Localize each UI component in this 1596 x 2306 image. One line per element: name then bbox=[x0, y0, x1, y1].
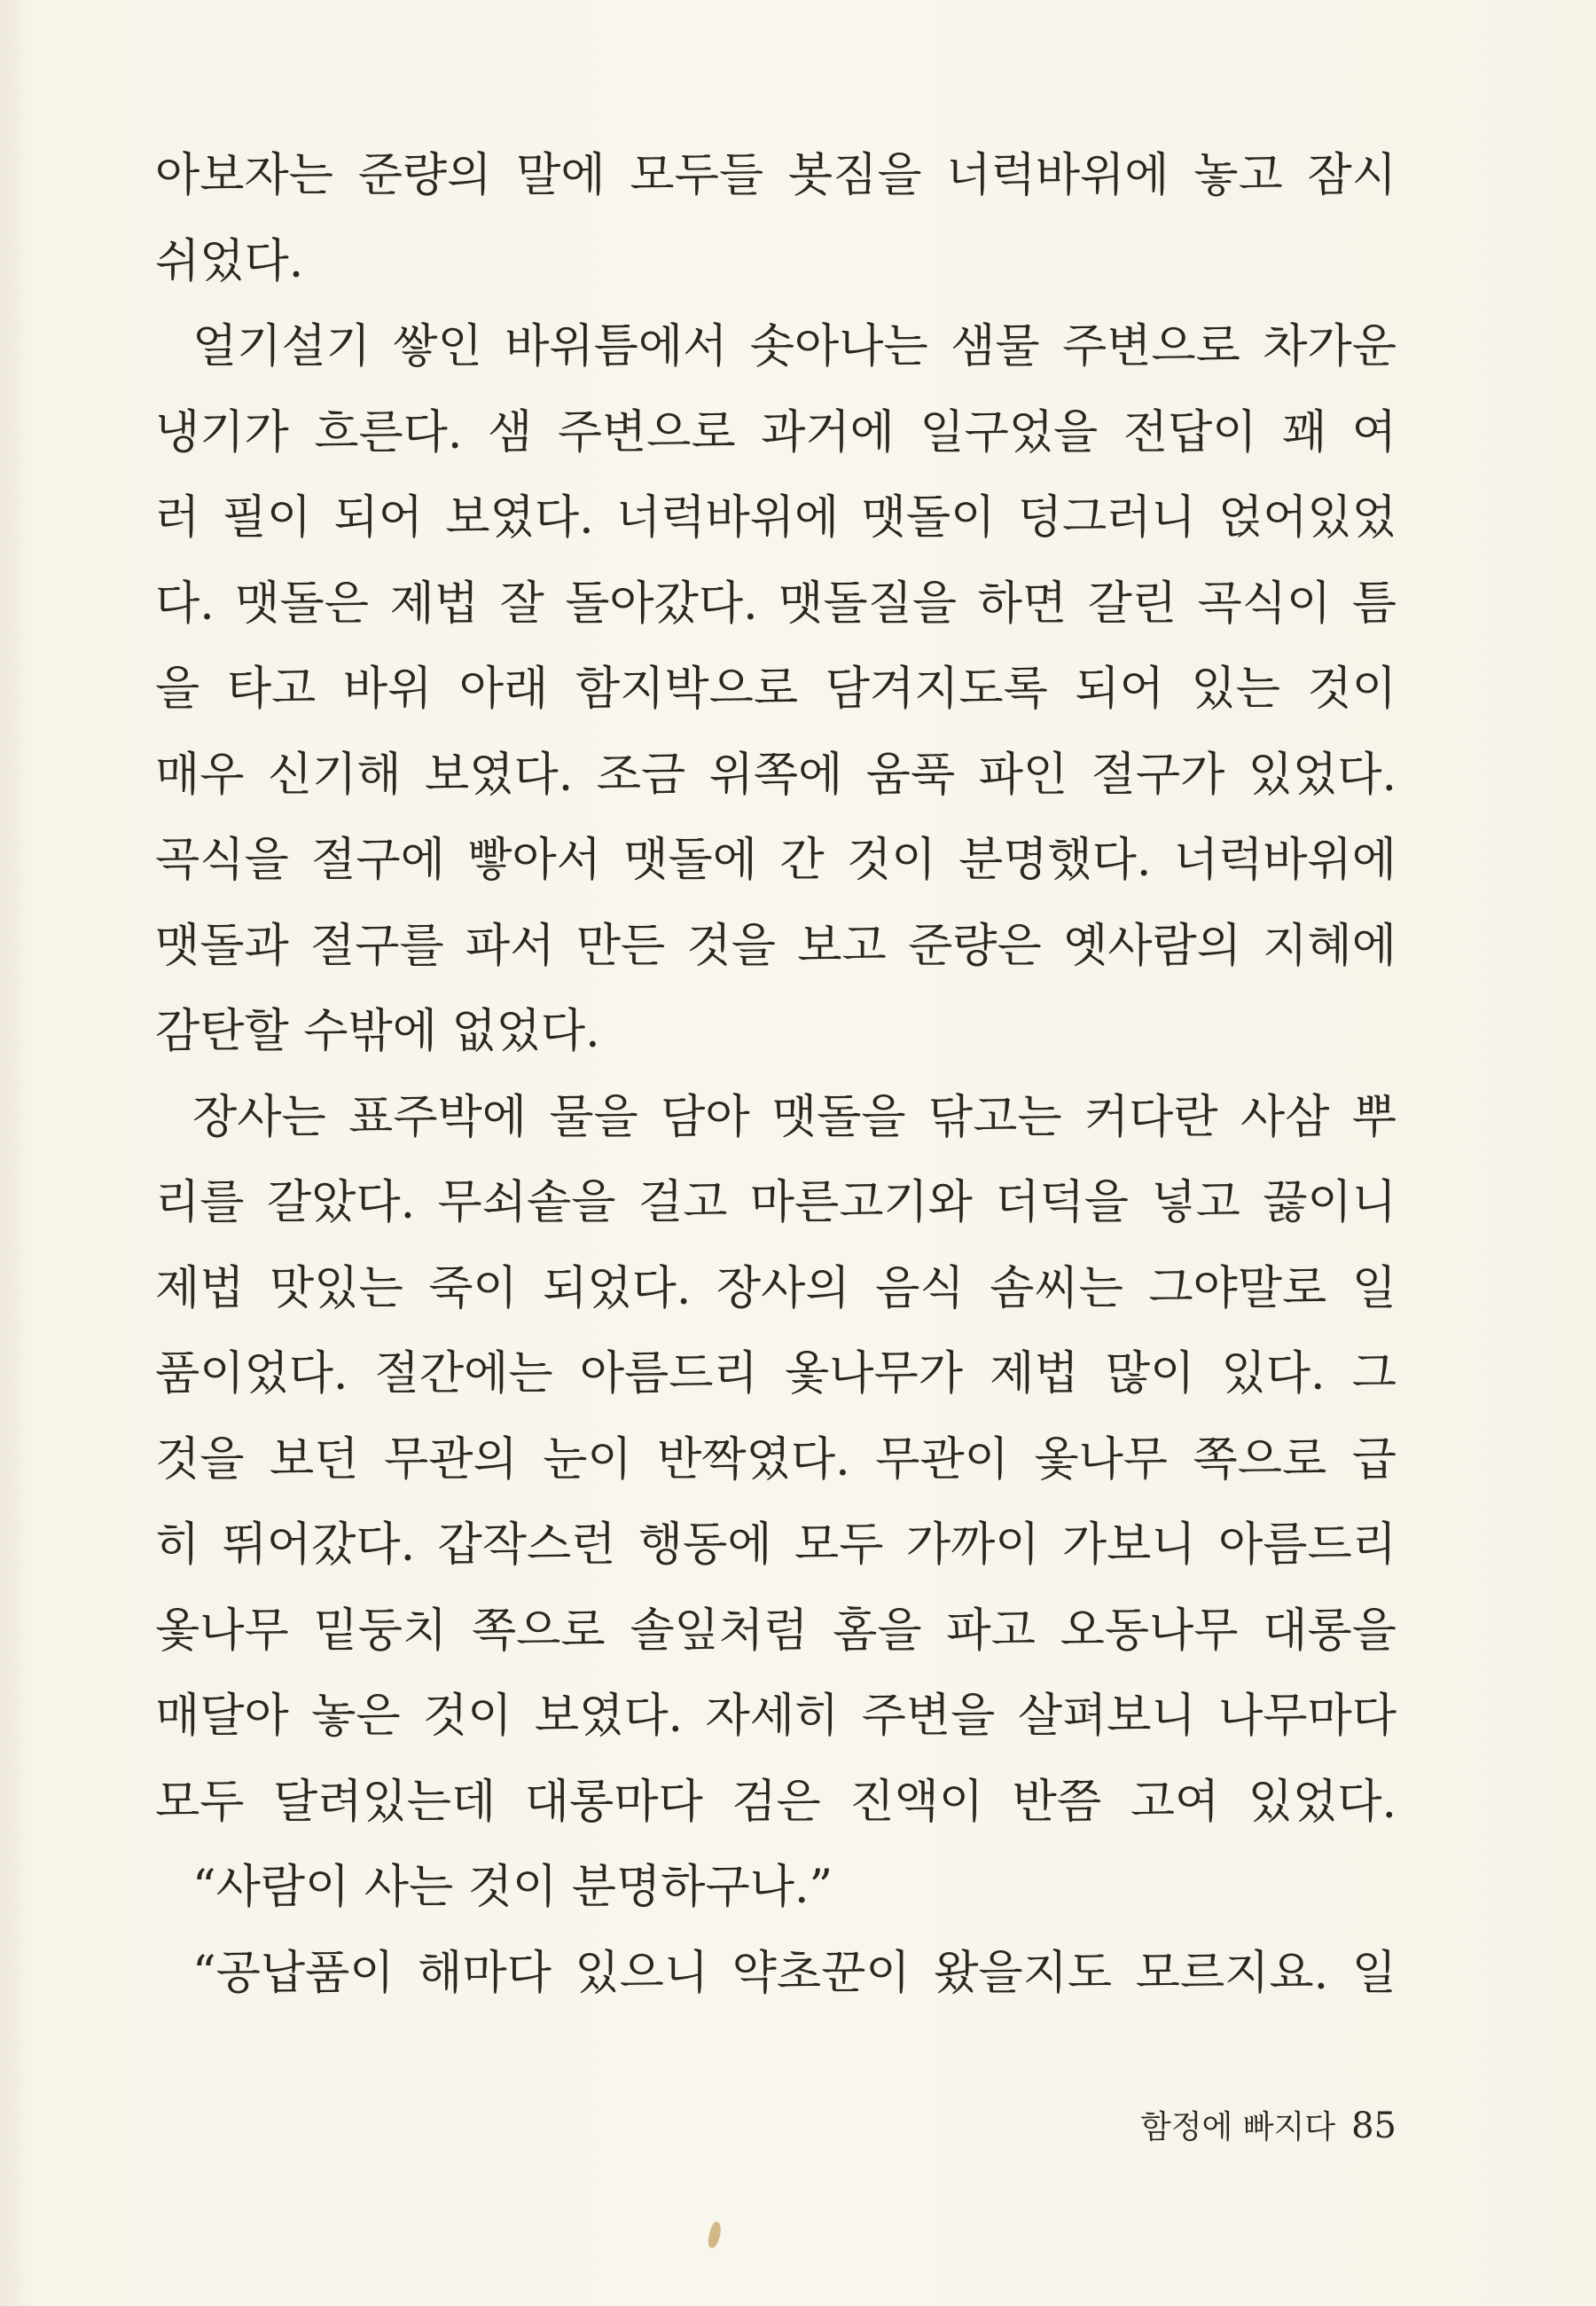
text-line: 히 뛰어갔다. 갑작스런 행동에 모두 가까이 가보니 아름드리 bbox=[155, 1518, 1396, 1572]
text-line: 냉기가 흐른다. 샘 주변으로 과거에 일구었을 전답이 꽤 여 bbox=[155, 405, 1396, 459]
text-line: 곡식을 절구에 빻아서 맷돌에 간 것이 분명했다. 너럭바위에 bbox=[155, 834, 1396, 887]
dialogue-line: “공납품이 해마다 있으니 약초꾼이 왔을지도 모르지요. 일 bbox=[192, 1946, 1396, 2000]
chapter-title: 함정에 빠지다 bbox=[1139, 2109, 1336, 2145]
paragraph-start-line: 얼기설기 쌓인 바위틈에서 솟아나는 샘물 주변으로 차가운 bbox=[192, 320, 1396, 373]
text-line: 매달아 놓은 것이 보였다. 자세히 주변을 살펴보니 나무마다 bbox=[155, 1690, 1396, 1743]
text-line: 것을 보던 무관의 눈이 반짝였다. 무관이 옻나무 쪽으로 급 bbox=[155, 1432, 1396, 1486]
text-line: 을 타고 바위 아래 함지박으로 담겨지도록 되어 있는 것이 bbox=[155, 663, 1396, 716]
text-line: 아보자는 준량의 말에 모두들 봇짐을 너럭바위에 놓고 잠시 bbox=[155, 149, 1396, 202]
text-line: 품이었다. 절간에는 아름드리 옻나무가 제법 많이 있다. 그 bbox=[155, 1347, 1396, 1400]
text-line: 모두 달려있는데 대롱마다 검은 진액이 반쯤 고여 있었다. bbox=[155, 1775, 1396, 1829]
text-line: 매우 신기해 보였다. 조금 위쪽에 움푹 파인 절구가 있었다. bbox=[155, 748, 1396, 802]
text-line: 러 필이 되어 보였다. 너럭바위에 맷돌이 덩그러니 얹어있었 bbox=[155, 491, 1396, 545]
text-line: 옻나무 밑둥치 쪽으로 솔잎처럼 홈을 파고 오동나무 대롱을 bbox=[155, 1604, 1396, 1658]
text-line: 제법 맛있는 죽이 되었다. 장사의 음식 솜씨는 그야말로 일 bbox=[155, 1261, 1396, 1315]
paragraph-start-line: 장사는 표주박에 물을 담아 맷돌을 닦고는 커다란 사삼 뿌 bbox=[192, 1090, 1396, 1144]
text-line: 맷돌과 절구를 파서 만든 것을 보고 준량은 옛사람의 지혜에 bbox=[155, 919, 1396, 973]
text-line: 쉬었다. bbox=[155, 234, 304, 288]
paper-speck bbox=[706, 2221, 723, 2249]
text-line: 다. 맷돌은 제법 잘 돌아갔다. 맷돌질을 하면 갈린 곡식이 틈 bbox=[155, 576, 1396, 631]
dialogue-line: “사람이 사는 것이 분명하구나.” bbox=[192, 1861, 833, 1914]
page-footer bbox=[1140, 2102, 1396, 2147]
page-number: 85 bbox=[1351, 2106, 1396, 2146]
text-line: 리를 갈았다. 무쇠솥을 걸고 마른고기와 더덕을 넣고 끓이니 bbox=[155, 1176, 1396, 1229]
text-line: 감탄할 수밖에 없었다. bbox=[155, 1005, 600, 1058]
body-text bbox=[155, 133, 1396, 2016]
